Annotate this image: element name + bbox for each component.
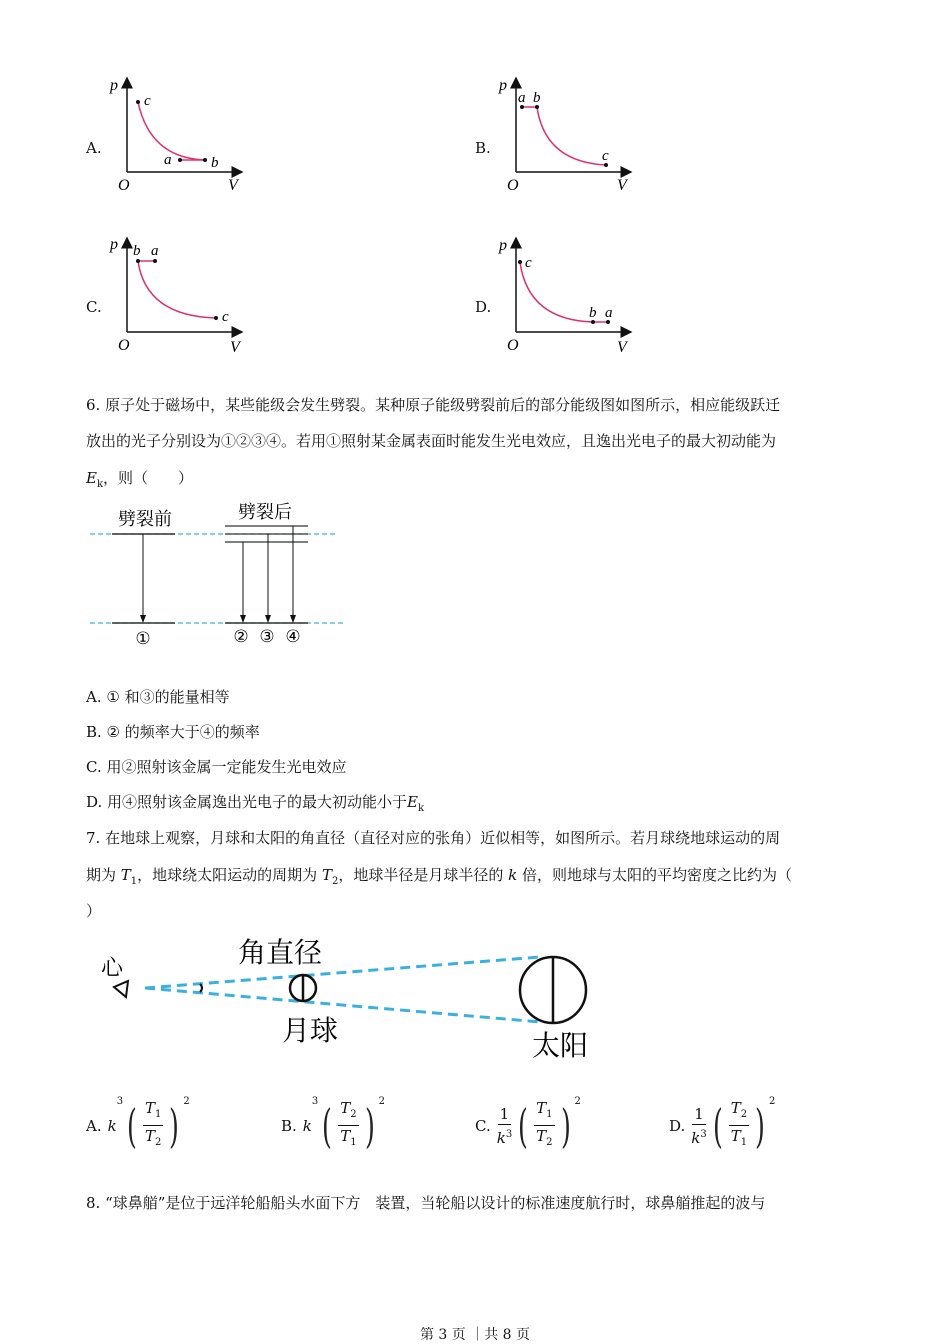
ek-subscript: k [96, 479, 104, 490]
q7-option-d[interactable]: D. $\frac{1}{k^3}$ ( $\frac{T_2}{T_1}$ ) $^2$ [669, 1096, 776, 1153]
option-a-label: A. [86, 139, 102, 157]
q6-line1: 6. 原子处于磁场中，某些能级会发生劈裂。某种原子能级劈裂前后的部分能级图如图所示，相应能级跃迁 [86, 396, 781, 414]
origin-label: O [507, 177, 519, 194]
option-label: B. [281, 1116, 297, 1135]
exponent: 3 [116, 1096, 124, 1107]
eye-icon [114, 981, 128, 997]
exponent: 3 [311, 1096, 319, 1107]
pv-graph-a [100, 70, 260, 195]
fraction: $\frac{T_2}{T_1}$ [340, 1099, 357, 1148]
angle-arc [200, 984, 202, 992]
after-split-label: 劈裂后 [238, 502, 292, 522]
p-axis-label: p [110, 236, 118, 253]
origin-label: O [118, 337, 130, 354]
fraction: $\frac{T_1}{T_2}$ [145, 1099, 162, 1148]
option-label: C. [475, 1116, 491, 1135]
v-axis-label: V [617, 339, 627, 355]
exponent: 2 [574, 1096, 581, 1107]
eye-label: 心 [100, 955, 124, 980]
p-axis-label: p [499, 77, 507, 94]
point-b-label: b [533, 90, 541, 106]
q7-text: ，地球绕太阳运动的周期为 [137, 866, 322, 884]
q6-option-a[interactable]: A. ① 和③的能量相等 [86, 688, 230, 706]
q6-option-c[interactable]: C. 用②照射该金属一定能发生光电效应 [86, 758, 347, 776]
option-label: A. [86, 1116, 102, 1135]
origin-label: O [118, 177, 130, 194]
sun-label: 太阳 [531, 1031, 589, 1060]
pv-graph-b [490, 70, 650, 195]
q7-line2: 期为 $T_1$，地球绕太阳运动的周期为 $T_2$，地球半径是月球半径的 k 倍，则地球与太阳的平均密度之比约为（ [86, 866, 792, 887]
q7-line3: ） [86, 902, 102, 920]
angular-diameter-diagram [90, 935, 600, 1060]
q7-text: 期为 [86, 866, 121, 884]
k-symbol: k [107, 1116, 117, 1135]
p-axis-label: p [499, 237, 507, 254]
transition-4-label: ④ [285, 627, 301, 646]
k-symbol: k [508, 866, 518, 884]
pv-graph-c [100, 230, 260, 355]
ek-subscript: k [417, 803, 425, 814]
q6-line2: 放出的光子分别设为①②③④。若用①照射某金属表面时能发生光电效应，且逸出光电子的最大初动能为 [86, 432, 777, 450]
q7-option-b[interactable]: B. k 3 ( $\frac{T_2}{T_1}$ ) $^2$ [281, 1096, 385, 1153]
point-b-label: b [211, 155, 219, 171]
k-symbol: k [302, 1116, 312, 1135]
q6-option-d-text: D. 用④照射该金属逸出光电子的最大初动能小于 [86, 793, 408, 811]
transition-2-label: ② [233, 627, 249, 646]
point-a-label: a [605, 305, 613, 321]
point-c-label: c [144, 93, 151, 109]
moon-label: 月球 [281, 1016, 339, 1047]
q6-tail: ，则（ ） [103, 469, 194, 487]
q6-option-b[interactable]: B. ② 的频率大于④的频率 [86, 723, 260, 741]
point-a-label: a [151, 243, 159, 259]
q6-option-d[interactable] [86, 792, 424, 819]
ek-symbol: E [86, 469, 97, 487]
v-axis-label: V [230, 339, 240, 355]
page-footer: 第 3 页 ｜共 8 页 [419, 1327, 531, 1343]
transition-1-label: ① [135, 629, 151, 648]
t2-symbol: T [321, 866, 332, 884]
pv-graph-d [490, 230, 650, 355]
option-d-label: D. [475, 298, 492, 316]
energy-level-diagram [85, 495, 355, 655]
point-c-label: c [525, 255, 532, 271]
exponent: 2 [183, 1096, 190, 1107]
fraction: $\frac{T_1}{T_2}$ [536, 1099, 553, 1148]
q7-option-c[interactable]: C. $\frac{1}{k^3}$ ( $\frac{T_1}{T_2}$ ) $^2$ [475, 1096, 581, 1153]
point-a-label: a [164, 152, 172, 168]
fraction: $\frac{1}{k^3}$ [496, 1104, 513, 1147]
v-axis-label: V [228, 177, 238, 194]
q6-line3 [86, 468, 193, 495]
angular-diameter-label: 角直径 [237, 938, 323, 969]
option-label: D. [669, 1116, 686, 1135]
exponent: 2 [769, 1096, 776, 1107]
q8-line1: 8. “球鼻艏”是位于远洋轮船船头水面下方 装置，当轮船以设计的标准速度航行时，球鼻艏推起的波与 [86, 1194, 766, 1212]
point-c-label: c [602, 148, 609, 164]
point-a-label: a [518, 90, 526, 106]
point-b-label: b [133, 243, 141, 259]
point-c-label: c [222, 309, 229, 325]
transition-3-label: ③ [259, 627, 275, 646]
point-b-label: b [589, 305, 597, 321]
ek-symbol: E [407, 793, 418, 811]
before-split-label: 劈裂前 [118, 509, 172, 529]
fraction: $\frac{1}{k^3}$ [691, 1104, 707, 1147]
option-b-label: B. [475, 139, 491, 157]
option-c-label: C. [86, 298, 102, 316]
fraction: $\frac{T_2}{T_1}$ [730, 1099, 748, 1148]
q7-text: 倍，则地球与太阳的平均密度之比约为（ [517, 866, 792, 884]
t1-symbol: T [120, 866, 131, 884]
p-axis-label: p [110, 77, 118, 94]
q7-line1: 7. 在地球上观察，月球和太阳的角直径（直径对应的张角）近似相等，如图所示。若月球绕地球运动的周 [86, 829, 781, 847]
exponent: 2 [378, 1096, 385, 1107]
q7-option-a[interactable]: A. k 3 ( $\frac{T_1}{T_2}$ ) $^2$ [86, 1096, 190, 1153]
v-axis-label: V [617, 177, 627, 194]
origin-label: O [507, 337, 519, 354]
q7-text: ，地球半径是月球半径的 [338, 866, 509, 884]
